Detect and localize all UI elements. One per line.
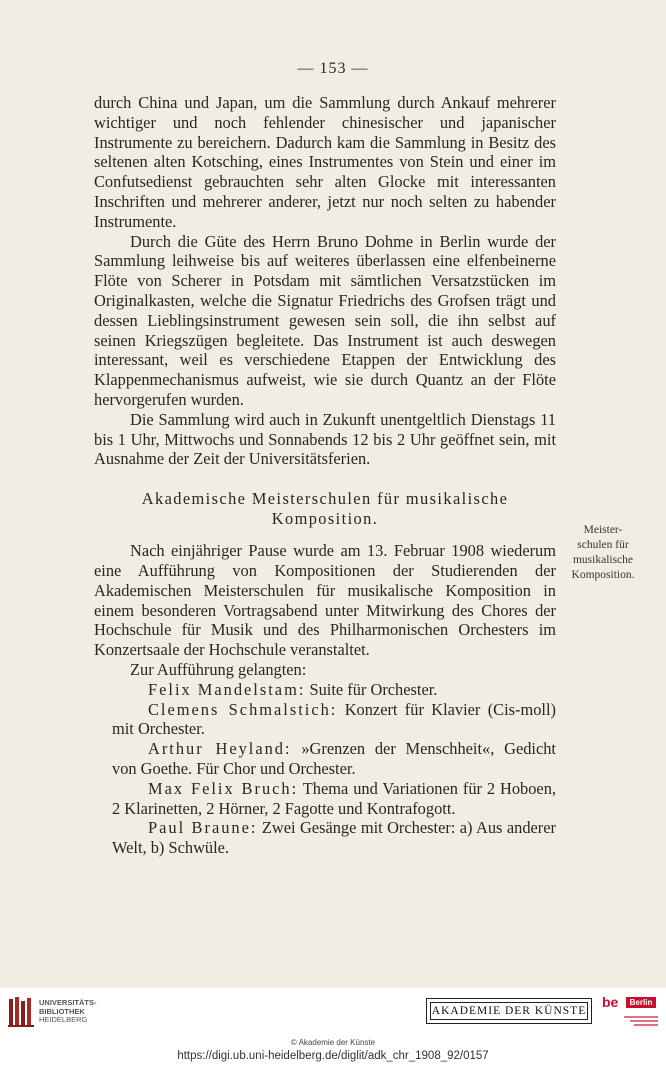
library-line: UNIVERSITÄTS- — [39, 998, 97, 1007]
work-item — [94, 818, 556, 858]
margin-note-line: schulen für — [577, 539, 629, 551]
copyright-notice: © Akademie der Künste — [290, 1038, 376, 1047]
work-title: Zwei Gesänge mit Orchester: a) Aus anderer Welt, b) Schwüle. — [112, 818, 556, 858]
university-library-logo-icon[interactable] — [8, 995, 34, 1029]
work-item — [94, 680, 556, 700]
work-title: Suite für Orchester. — [309, 679, 438, 699]
paragraph-2: Durch die Güte des Herrn Bruno Dohme in Berlin wurde der Sammlung leihweise bis auf weiteres überlassen eine elfenbeinerne Flöte von Scherer in Potsdam mit sämtlichen Versatzstücken im Originalkasten, welche die Signatur Friedrichs des Grofsen trägt und dessen Lieblingsinstrument gewesen sein soll, die ihn selbst auf seinen Kriegszügen begleitete. Das Instrument ist auch deswegen interessant, weil es verschiedene Etappen der Entwicklung des Klappenmechanismus aufweist, wie sie durch Quantz an der Flöte hervorgerufen wurden. — [94, 231, 556, 409]
work-title: »Grenzen der Menschheit«, Gedicht von Goethe. Für Chor und Orchester. — [112, 739, 556, 778]
library-line: BIBLIOTHEK — [39, 1006, 85, 1016]
section-heading — [94, 489, 556, 529]
body-text — [94, 93, 556, 858]
berlin-subtitle-icon — [616, 1015, 658, 1027]
work-item — [94, 779, 556, 819]
akademie-label: AKADEMIE DER KÜNSTE — [430, 1002, 588, 1020]
work-title: Thema und Variationen für 2 Hoboen, 2 Klarinetten, 2 Hörner, 2 Fagotte und Kontrafogott. — [112, 778, 556, 818]
university-library-label[interactable] — [39, 999, 97, 1025]
work-item — [94, 739, 556, 779]
margin-note-line: musikalische — [572, 554, 634, 566]
section-heading-line-1: Akademische Meisterschulen für musikalische — [141, 489, 509, 509]
margin-note — [561, 523, 645, 583]
composer-name: Max Felix Bruch: — [148, 778, 299, 798]
margin-note-line: Meister- — [583, 524, 623, 536]
work-title: Konzert für Klavier (Cis-moll) mit Orchester. — [112, 699, 556, 739]
library-line: HEIDELBERG — [39, 1015, 88, 1024]
paragraph-1: durch China und Japan, um die Sammlung durch Ankauf mehrerer wichtiger und noch fehlender chinesischer und japanischer Instrumente zu bereichern. Dadurch kam die Sammlung in Besitz des seltenen alten Kotsching, eines Instrumentes von Stein und einer im Confutsedienst gebrauchten sehr alten Glocke mit interessanten Inschriften und mehrerer anderer, jetzt nur noch selten zu habender Instrumente. — [94, 93, 556, 231]
page-number: — 153 — — [297, 60, 369, 77]
work-item — [94, 700, 556, 740]
section-paragraph: Nach einjähriger Pause wurde am 13. Februar 1908 wiederum eine Aufführung von Kompositionen der Studierenden der Akademischen Meisterschulen für musikalische Komposition in einem besonderen Vortragsabend unter Mitwirkung des Chores der Hochschule für Musik und des Philharmonischen Orchesters im Konzertsaale der Hochschule veranstaltet. — [94, 541, 556, 660]
composer-name: Paul Braune: — [148, 818, 258, 838]
source-url-link[interactable]: https://digi.ub.uni-heidelberg.de/diglit/adk_chr_1908_92/0157 — [177, 1050, 489, 1062]
works-intro: Zur Aufführung gelangten: — [130, 659, 307, 679]
margin-note-line: Komposition. — [571, 569, 635, 581]
composer-name: Felix Mandelstam: — [148, 679, 306, 699]
berlin-logo-icon[interactable]: be — [602, 994, 619, 1010]
composer-name: Clemens Schmalstich: — [148, 699, 338, 719]
composer-name: Arthur Heyland: — [148, 739, 292, 759]
paragraph-3: Die Sammlung wird auch in Zukunft unentgeltlich Dienstags 11 bis 1 Uhr, Mittwochs und Sonnabends 12 bis 2 Uhr geöffnet sein, mit Ausnahme der Zeit der Universitätsferien. — [94, 409, 556, 469]
section-heading-line-2: Komposition. — [271, 509, 379, 529]
akademie-logo[interactable] — [426, 998, 592, 1024]
berlin-badge: Berlin — [626, 997, 656, 1008]
